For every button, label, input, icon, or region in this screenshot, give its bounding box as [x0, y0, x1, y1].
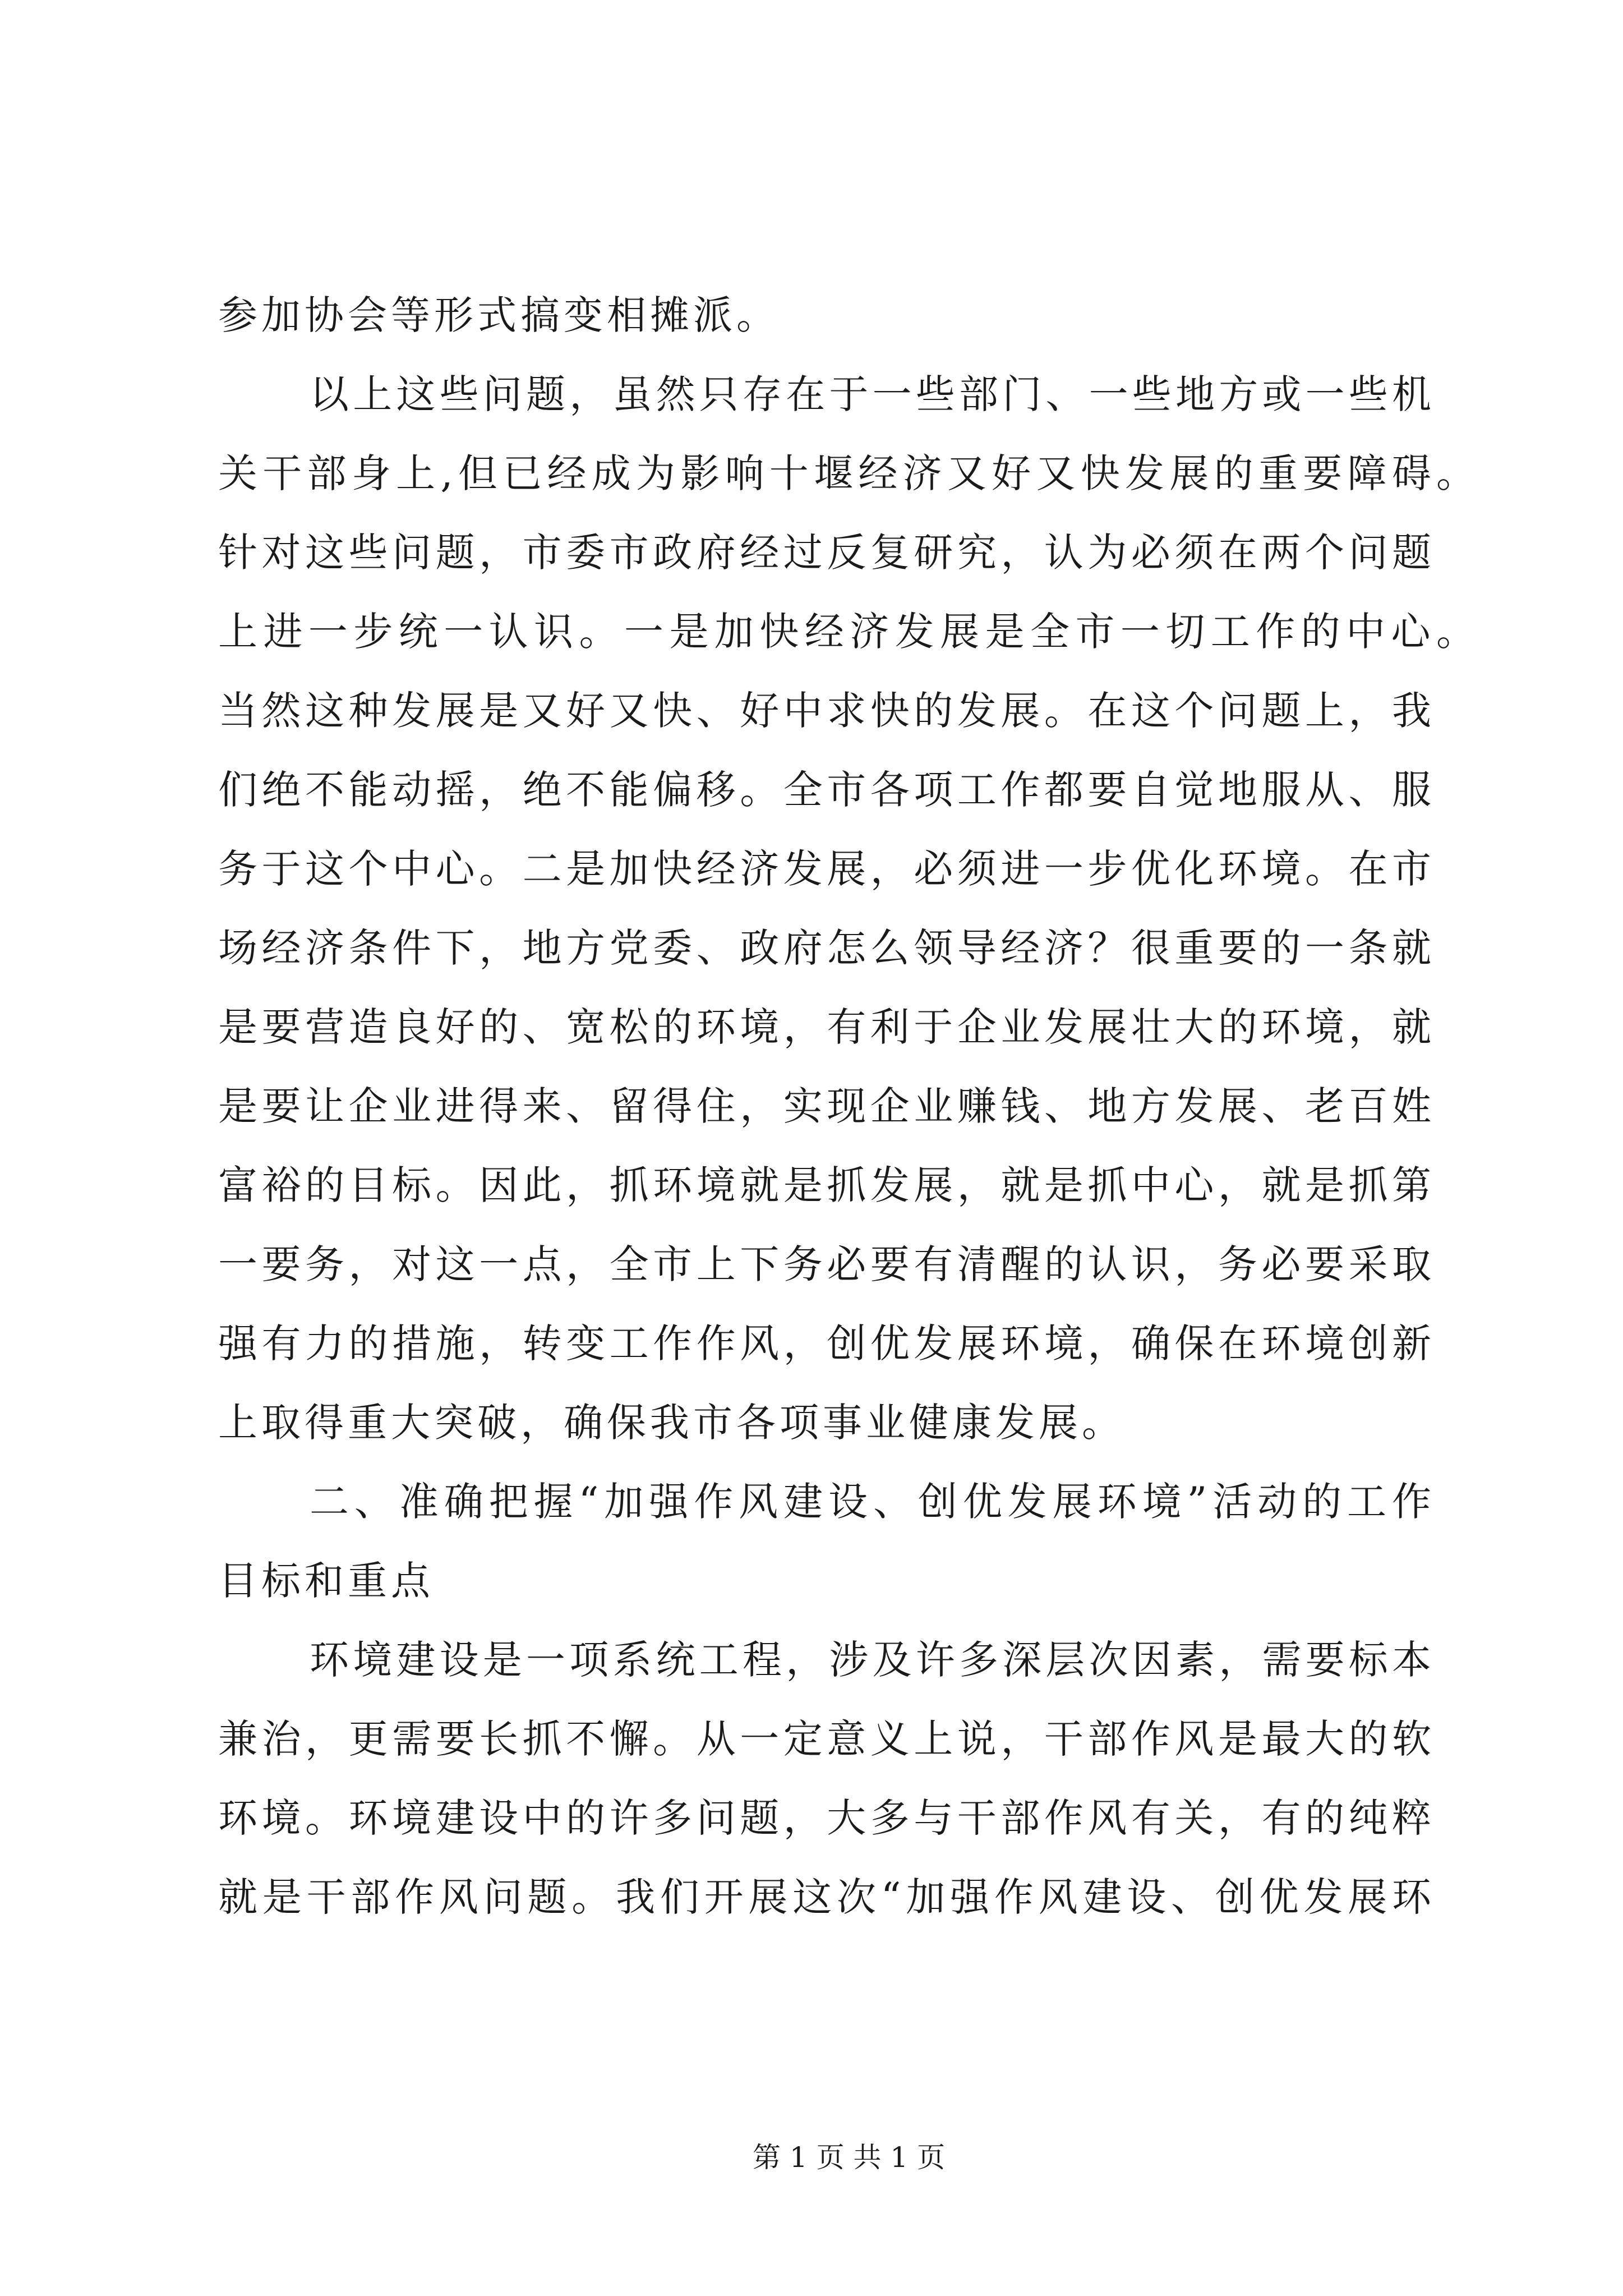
text-line: 以上这些问题，虽然只存在于一些部门、一些地方或一些机 — [310, 371, 1431, 417]
paragraph — [218, 355, 1508, 1462]
section-heading — [218, 1462, 1508, 1621]
text-line: 一要务，对这一点，全市上下务必要有清醒的认识，务必要采取 — [218, 1241, 1431, 1287]
text-line: 针对这些问题，市委市政府经过反复研究，认为必须在两个问题 — [218, 530, 1431, 576]
text-line: 是要营造良好的、宽松的环境，有利于企业发展壮大的环境，就 — [218, 1004, 1431, 1050]
paragraph — [218, 276, 1508, 355]
text-line: 参加协会等形式搞变相摊派。 — [218, 292, 780, 338]
text-line: 强有力的措施，转变工作作风，创优发展环境，确保在环境创新 — [218, 1320, 1431, 1366]
text-line: 是要让企业进得来、留得住，实现企业赚钱、地方发展、老百姓 — [218, 1083, 1431, 1129]
text-line: 当然这种发展是又好又快、好中求快的发展。在这个问题上，我 — [218, 688, 1431, 734]
text-line: 富裕的目标。因此，抓环境就是抓发展，就是抓中心，就是抓第 — [218, 1162, 1431, 1208]
text-line: 关干部身上,但已经成为影响十堰经济又好又快发展的重要障碍。 — [218, 450, 1476, 496]
text-line: 兼治，更需要长抓不懈。从一定意义上说，干部作风是最大的软 — [218, 1716, 1431, 1762]
text-line: 上取得重大突破，确保我市各项事业健康发展。 — [218, 1400, 1125, 1446]
paragraph — [218, 1621, 1508, 1937]
text-line: 二、准确把握“加强作风建设、创优发展环境”活动的工作 — [310, 1479, 1431, 1525]
text-line: 环境建设是一项系统工程，涉及许多深层次因素，需要标本 — [310, 1637, 1431, 1683]
text-line: 就是干部作风问题。我们开展这次“加强作风建设、创优发展环 — [218, 1874, 1431, 1920]
text-line: 环境。环境建设中的许多问题，大多与干部作风有关，有的纯粹 — [218, 1795, 1431, 1841]
text-line: 务于这个中心。二是加快经济发展，必须进一步优化环境。在市 — [218, 846, 1431, 892]
text-line: 目标和重点 — [218, 1558, 434, 1604]
text-line: 上进一步统一认识。一是加快经济发展是全市一切工作的中心。 — [218, 609, 1476, 655]
document-body — [218, 276, 1508, 1937]
text-line: 场经济条件下，地方党委、政府怎么领导经济？很重要的一条就 — [218, 925, 1431, 971]
page-footer: 第 1 页 共 1 页 — [753, 2141, 946, 2174]
text-line: 们绝不能动摇，绝不能偏移。全市各项工作都要自觉地服从、服 — [218, 767, 1431, 813]
